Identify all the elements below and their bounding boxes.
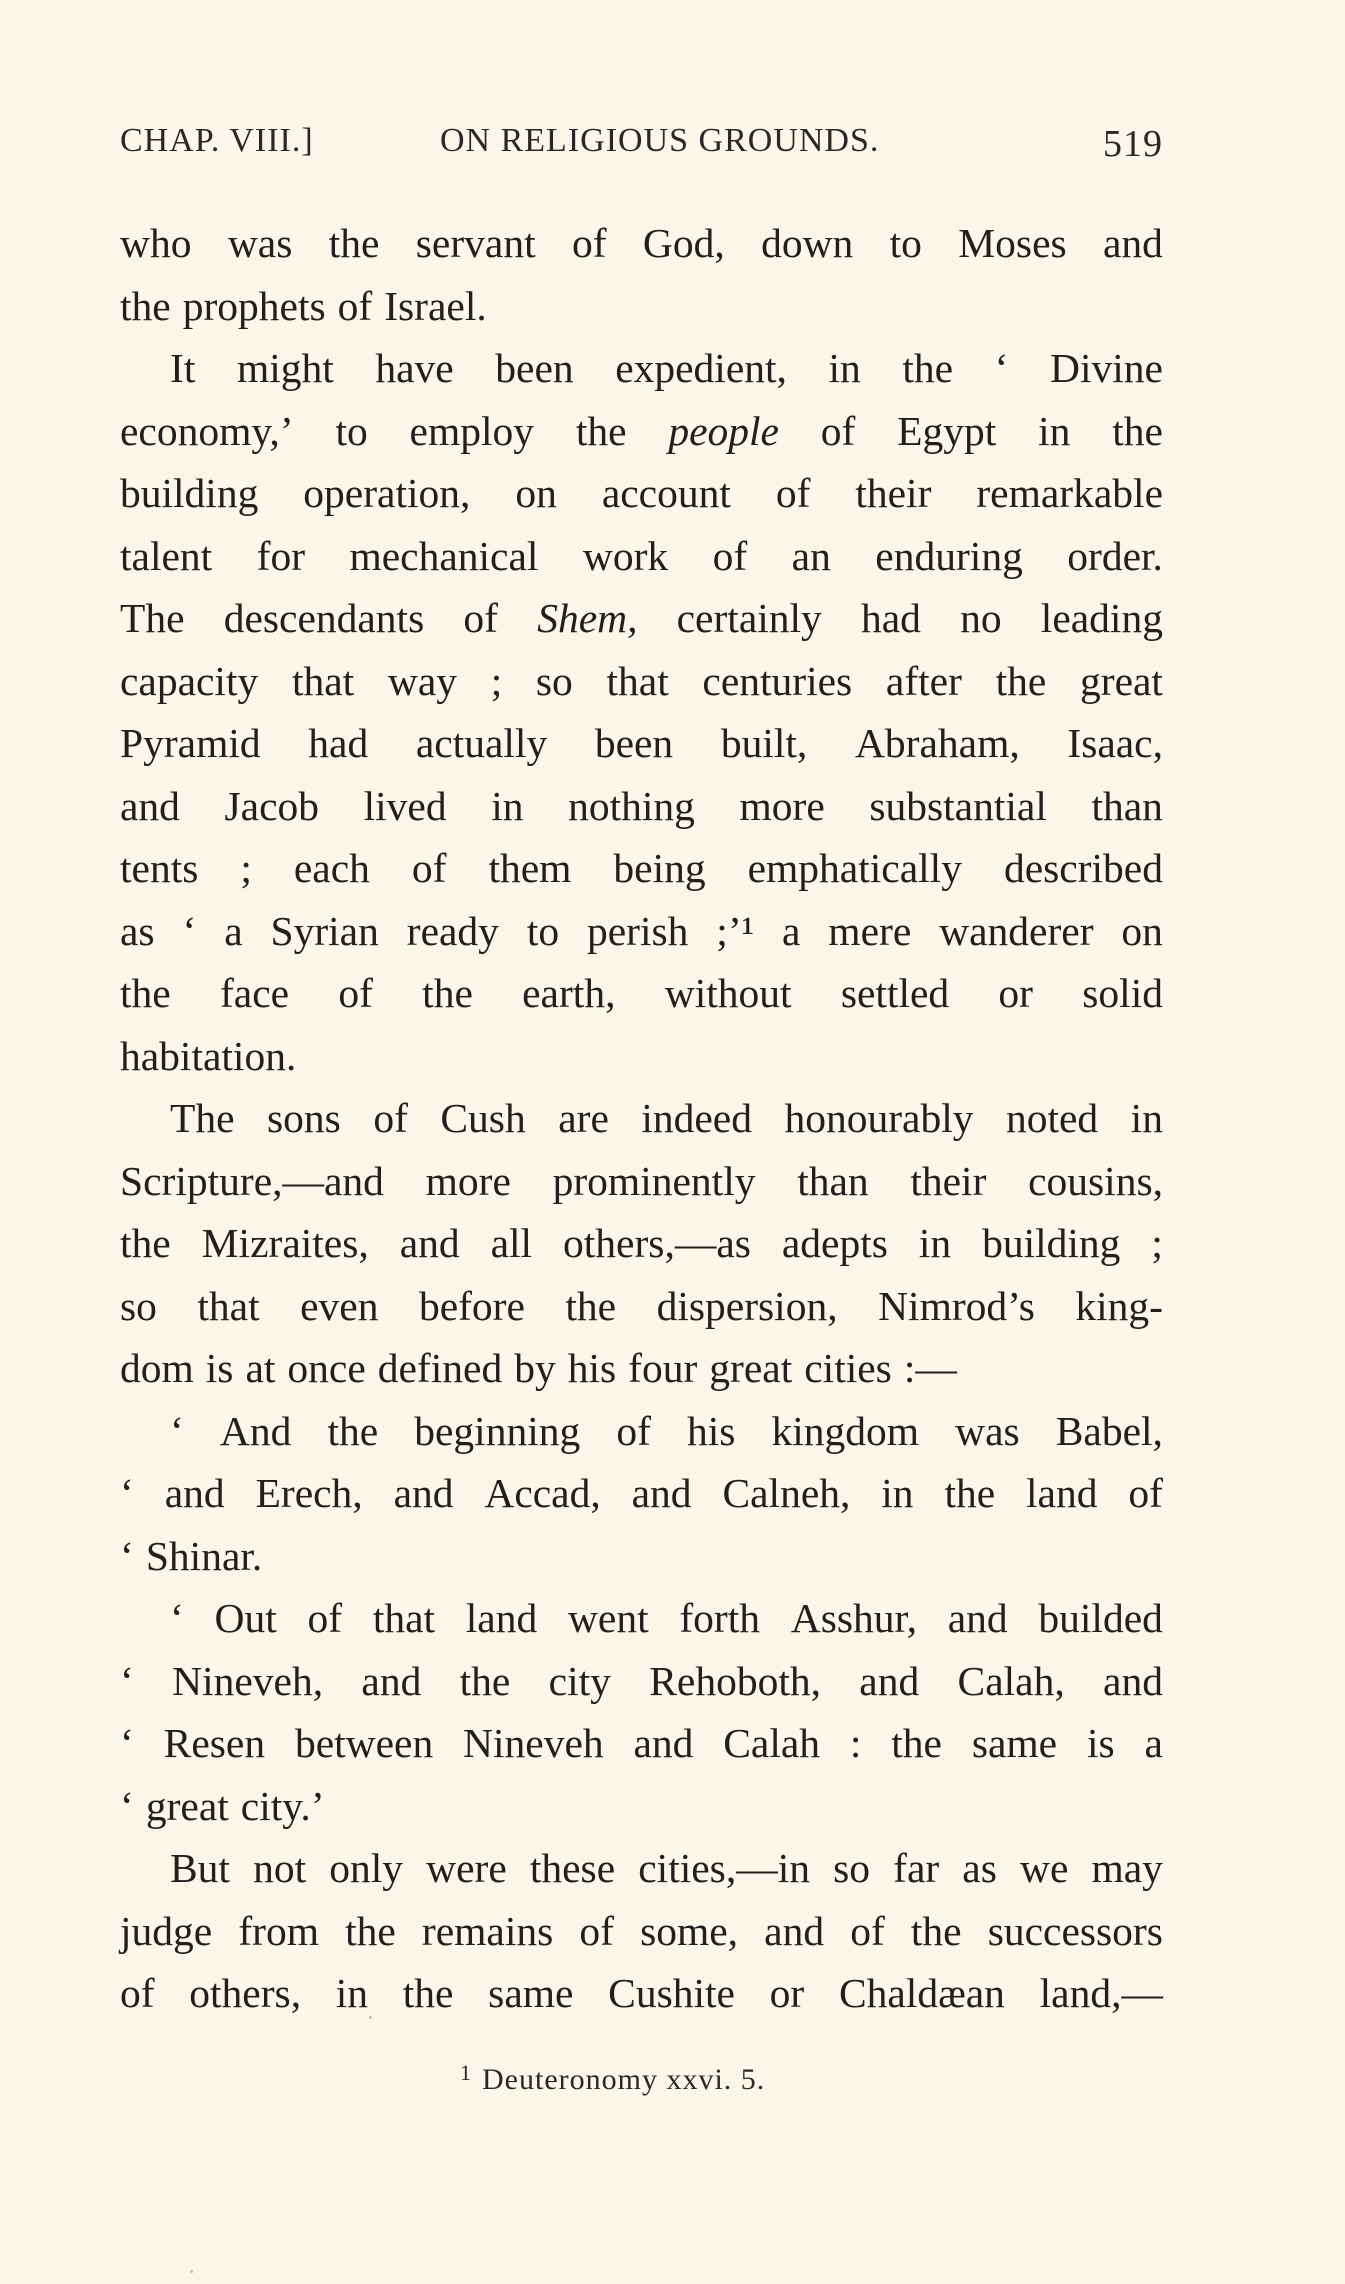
paper-speck (369, 2016, 372, 2019)
word: the (328, 220, 380, 266)
word: the (422, 970, 473, 1016)
word: might (236, 345, 334, 391)
word: was (955, 1407, 1020, 1454)
word: ; (490, 657, 503, 704)
word: and (631, 1470, 692, 1516)
word: Abraham, (854, 720, 1020, 766)
word: is (205, 1345, 234, 1391)
page-number: 519 (1103, 123, 1163, 165)
text-line (120, 212, 1163, 275)
word: an (791, 532, 831, 579)
word: so (535, 657, 573, 704)
word: Jacob (224, 782, 320, 829)
word: Israel. (384, 282, 487, 329)
text-line (120, 1650, 1163, 1713)
word: of (820, 407, 856, 454)
word: dom (120, 1345, 194, 1391)
word: only (329, 1845, 403, 1891)
word: ; (240, 845, 252, 891)
word: others,—as (563, 1220, 751, 1266)
word: ‘ (120, 1470, 134, 1516)
word: been (495, 345, 574, 391)
word: same (488, 1970, 574, 2016)
word: of (616, 1407, 651, 1454)
text-line (120, 1712, 1163, 1775)
word: or (998, 970, 1033, 1016)
word: more (425, 1157, 511, 1204)
word: to (335, 407, 368, 454)
text-line (120, 650, 1163, 713)
text-line (120, 1150, 1163, 1213)
word: Erech, (255, 1470, 363, 1516)
word: had (308, 720, 369, 766)
word: prominently (552, 1157, 756, 1204)
word: the (345, 1907, 396, 1954)
word: the (120, 1220, 171, 1266)
word: is (1086, 1720, 1115, 1766)
word: their (910, 1157, 987, 1204)
word: and (1103, 1657, 1163, 1704)
word: and (361, 1657, 422, 1704)
word: as (962, 1845, 997, 1891)
word: were (426, 1845, 507, 1891)
word: than (797, 1157, 869, 1204)
word: the (565, 1282, 617, 1329)
word: great (709, 1345, 793, 1391)
word: settled (840, 970, 950, 1016)
text-line (120, 1962, 1163, 2025)
word: once (287, 1345, 366, 1391)
word: them (488, 845, 572, 891)
word: enduring (875, 532, 1023, 579)
word: God, (642, 220, 725, 266)
text-line (120, 1587, 1163, 1650)
word: described (1003, 845, 1163, 891)
word: land,— (1039, 1970, 1163, 2016)
word: descendants (223, 595, 425, 641)
word: to (889, 220, 922, 266)
word: being (613, 845, 706, 891)
word: habitation. (120, 1032, 297, 1079)
footnote-text: Deuteronomy xxvi. 5. (482, 2063, 766, 2096)
word: the (910, 1907, 962, 1954)
word: of (338, 970, 373, 1016)
word: the (120, 282, 171, 329)
word: before (418, 1282, 525, 1329)
text-line (120, 462, 1163, 525)
word: so (120, 1282, 157, 1329)
word: in (828, 345, 861, 391)
word: certainly (676, 595, 822, 641)
word: of (373, 1095, 408, 1141)
word: centuries (702, 657, 853, 704)
word: nothing (568, 782, 695, 829)
word: from (238, 1907, 319, 1954)
text-line (120, 525, 1163, 588)
text-line (120, 1400, 1163, 1463)
word: earth, (522, 970, 616, 1016)
word: lived (363, 782, 447, 829)
word: may (1091, 1845, 1163, 1891)
word: in (1038, 407, 1071, 454)
word: by (514, 1345, 556, 1391)
word: and (764, 1907, 825, 1954)
word: for (256, 532, 306, 579)
word: Calah, (957, 1657, 1065, 1704)
word: work (582, 532, 669, 579)
word: these (529, 1845, 616, 1891)
word: substantial (869, 782, 1047, 829)
word: way (387, 657, 457, 704)
word: Babel, (1055, 1407, 1163, 1454)
word: Nineveh, (172, 1657, 324, 1704)
word: cities (804, 1345, 892, 1391)
word: Cushite (608, 1970, 735, 2016)
word: even (300, 1282, 379, 1329)
word: not (253, 1845, 307, 1891)
word: Nimrod’s (878, 1282, 1035, 1329)
word: in (918, 1220, 952, 1266)
word: Cush (440, 1095, 526, 1141)
word: beginning (414, 1407, 581, 1454)
word: that (606, 657, 669, 704)
word: Pyramid (120, 720, 261, 766)
word: prophets (182, 282, 326, 329)
word: people (668, 407, 779, 454)
word: on (515, 470, 557, 516)
word: ‘ (120, 1657, 134, 1704)
word: Accad, (484, 1470, 601, 1516)
word: solid (1082, 970, 1163, 1016)
running-head (120, 122, 1163, 172)
word: successors (987, 1907, 1163, 1954)
word: dispersion, (656, 1282, 838, 1329)
word: or (769, 1970, 805, 2016)
word: leading (1040, 595, 1163, 641)
word: sons (267, 1095, 341, 1141)
word: tents (120, 845, 199, 891)
word: ; (1151, 1220, 1163, 1266)
word: are (558, 1095, 609, 1141)
word: ‘ (182, 907, 197, 954)
word: The (170, 1095, 235, 1141)
text-line (120, 962, 1163, 1025)
word: Isaac, (1067, 720, 1163, 766)
text-line (120, 1275, 1163, 1338)
text-line (120, 1025, 1163, 1088)
text-line (120, 712, 1163, 775)
word: remains (421, 1907, 554, 1954)
text-line (120, 1900, 1163, 1963)
word: of (337, 282, 373, 329)
word: so (833, 1845, 871, 1891)
word: the (995, 657, 1047, 704)
word: emphatically (747, 845, 962, 891)
text-line (120, 1212, 1163, 1275)
word: ‘ (994, 345, 1009, 391)
word: of (571, 220, 607, 266)
word: Syrian (270, 907, 379, 954)
word: and (633, 1720, 694, 1766)
word: : (849, 1720, 862, 1766)
word: :— (903, 1345, 957, 1391)
word: had (861, 595, 921, 641)
text-line (120, 275, 1163, 338)
word: servant (415, 220, 536, 266)
word: ‘ (120, 1782, 134, 1829)
word: the (459, 1657, 511, 1704)
word: Shem, (537, 595, 638, 641)
word: all (490, 1220, 533, 1266)
word: ready (406, 907, 499, 954)
word: building (982, 1220, 1121, 1266)
word: went (567, 1595, 649, 1641)
word: in (1130, 1095, 1163, 1141)
word: of (411, 845, 447, 891)
word: of (1128, 1470, 1163, 1516)
word: ‘ (120, 1532, 134, 1579)
word: no (960, 595, 1002, 641)
word: And (219, 1407, 292, 1454)
word: economy,’ (120, 407, 294, 454)
word: of (307, 1595, 343, 1641)
word: that (291, 657, 355, 704)
word: wanderer (939, 907, 1094, 954)
word: a (224, 907, 243, 954)
word: order. (1067, 532, 1163, 579)
word: on (1121, 907, 1163, 954)
text-line (120, 400, 1163, 463)
word: the (944, 1470, 996, 1516)
word: ;’¹ (716, 907, 755, 954)
word: four (628, 1345, 698, 1391)
word: and (859, 1657, 920, 1704)
word: employ (409, 407, 535, 454)
word: more (739, 782, 825, 829)
word: each (293, 845, 370, 891)
word: and (120, 782, 180, 829)
text-line (120, 900, 1163, 963)
word: of (775, 470, 811, 516)
word: Resen (163, 1720, 266, 1766)
word: in (881, 1470, 914, 1516)
word: in (335, 1970, 369, 2016)
word: was (227, 220, 293, 266)
word: ‘ (120, 1720, 134, 1766)
word: his (567, 1345, 617, 1391)
paper-speck (190, 2270, 193, 2273)
word: who (120, 220, 192, 266)
word: mere (828, 907, 912, 954)
text-line (120, 1775, 1163, 1838)
word: Mizraites, (201, 1220, 369, 1266)
word: face (219, 970, 290, 1016)
word: same (971, 1720, 1058, 1766)
word: ‘ (170, 1595, 184, 1641)
word: forth (679, 1595, 760, 1641)
word: we (1019, 1845, 1069, 1891)
word: been (594, 720, 674, 766)
word: It (170, 345, 196, 391)
word: without (664, 970, 792, 1016)
word: Scripture,—and (120, 1157, 384, 1204)
word: and (399, 1220, 460, 1266)
word: operation, (303, 470, 471, 516)
word: Divine (1050, 345, 1163, 391)
word: Shinar. (145, 1532, 263, 1579)
word: some, (640, 1907, 739, 1954)
word: than (1091, 782, 1163, 829)
chapter-label: CHAP. VIII.] (120, 122, 314, 159)
word: adepts (781, 1220, 888, 1266)
word: Rehoboth, (649, 1657, 821, 1704)
body-text (120, 212, 1163, 2025)
word: actually (415, 720, 548, 766)
text-line (120, 1462, 1163, 1525)
word: city.’ (240, 1782, 325, 1829)
word: talent (120, 532, 213, 579)
word: kingdom (771, 1407, 920, 1454)
text-line (120, 775, 1163, 838)
word: Chaldæan (838, 1970, 1005, 2016)
word: have (375, 345, 454, 391)
word: of (579, 1907, 614, 1954)
text-line (120, 1337, 1163, 1400)
text-line (120, 337, 1163, 400)
word: defined (377, 1345, 503, 1391)
word: account (601, 470, 731, 516)
word: the (327, 1407, 379, 1454)
word: between (294, 1720, 434, 1766)
word: expedient, (615, 345, 787, 391)
word: Out (214, 1595, 277, 1641)
word: the (575, 407, 627, 454)
word: his (686, 1407, 736, 1454)
word: cousins, (1028, 1157, 1163, 1204)
text-line (120, 1087, 1163, 1150)
word: their (855, 470, 932, 516)
word: indeed (641, 1095, 752, 1141)
word: capacity (120, 657, 259, 704)
word: Calah (723, 1720, 821, 1766)
word: perish (586, 907, 689, 954)
word: built, (720, 720, 808, 766)
word: ‘ (170, 1407, 184, 1454)
footnote (460, 2060, 765, 2097)
section-title: ON RELIGIOUS GROUNDS. (440, 122, 880, 159)
text-line (120, 837, 1163, 900)
text-line (120, 1525, 1163, 1588)
word: Egypt (897, 407, 997, 454)
word: as (120, 907, 155, 954)
word: mechanical (349, 532, 539, 579)
text-line (120, 587, 1163, 650)
word: others, (189, 1970, 302, 2016)
word: at (245, 1345, 276, 1391)
word: land (465, 1595, 538, 1641)
text-line (120, 1837, 1163, 1900)
word: honourably (784, 1095, 974, 1141)
word: great (145, 1782, 229, 1829)
footnote-marker: 1 (460, 2060, 472, 2085)
word: king- (1075, 1282, 1163, 1329)
word: noted (1005, 1095, 1099, 1141)
word: judge (120, 1907, 213, 1954)
word: But (170, 1845, 230, 1891)
word: The (120, 595, 185, 641)
word: and (947, 1595, 1008, 1641)
word: of (850, 1907, 885, 1954)
word: of (120, 1970, 155, 2016)
word: of (463, 595, 498, 641)
word: the (891, 1720, 942, 1766)
word: that (372, 1595, 436, 1641)
word: in (491, 782, 524, 829)
word: that (197, 1282, 260, 1329)
word: land (1026, 1470, 1098, 1516)
word: and (1103, 220, 1163, 266)
word: Asshur, (790, 1595, 918, 1641)
word: a (781, 907, 801, 954)
word: remarkable (976, 470, 1163, 516)
word: a (1144, 1720, 1163, 1766)
word: Nineveh (463, 1720, 604, 1766)
word: building (120, 470, 259, 516)
word: the (1112, 407, 1163, 454)
word: far (893, 1845, 940, 1891)
word: Moses (958, 220, 1067, 266)
word: and (164, 1470, 225, 1516)
word: after (885, 657, 962, 704)
word: the (902, 345, 954, 391)
word: of (712, 532, 748, 579)
word: and (393, 1470, 454, 1516)
word: builded (1038, 1595, 1163, 1641)
word: city (548, 1657, 611, 1704)
word: Calneh, (722, 1470, 851, 1516)
word: great (1080, 657, 1163, 704)
word: to (526, 907, 560, 954)
word: the (120, 970, 171, 1016)
word: the (402, 1970, 454, 2016)
word: down (761, 220, 854, 266)
word: cities,—in (638, 1845, 810, 1891)
